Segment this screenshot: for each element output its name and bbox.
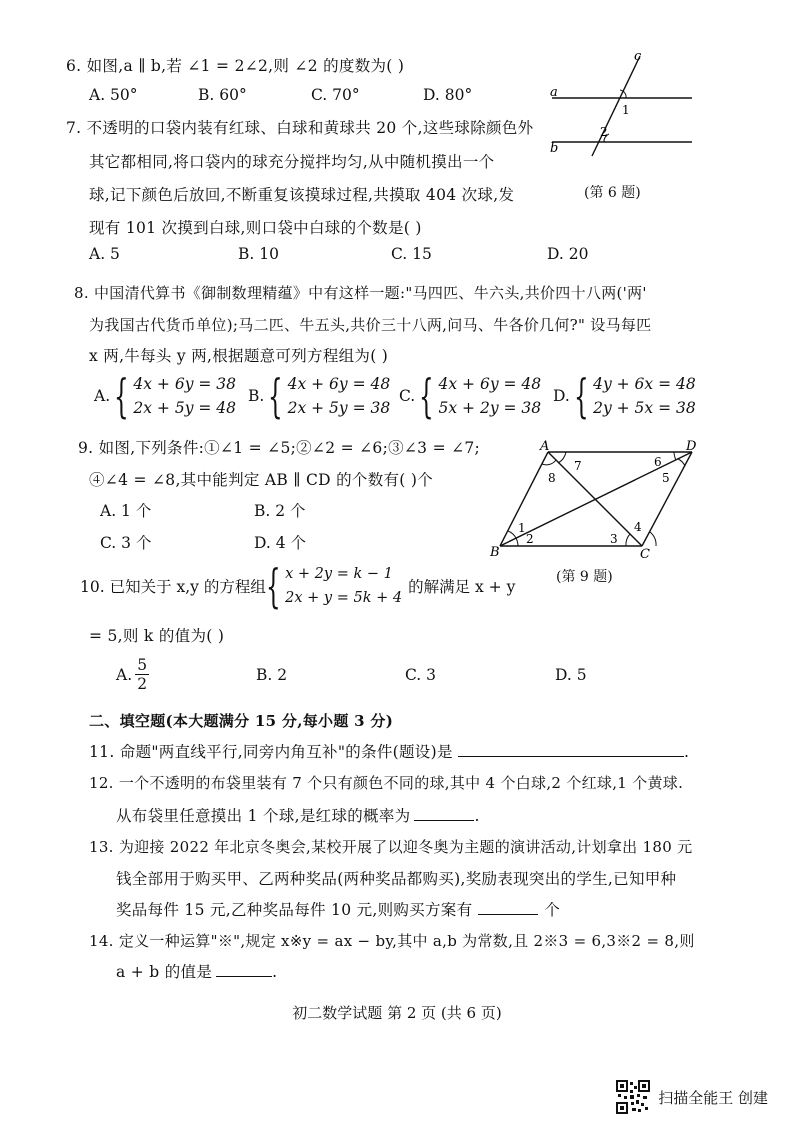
- q8-option-b: [248, 369, 391, 423]
- q9-figure: [486, 436, 706, 560]
- q8-line-2: 为我国古代货币单位);马二匹、牛五头,共价三十八两,问马、牛各价几何?" 设马每匹: [89, 316, 652, 334]
- page-footer: 初二数学试题 第 2 页 (共 6 页): [292, 1004, 502, 1022]
- q8-b-eq2: 2x + 5y = 38: [287, 399, 391, 417]
- qr-code-icon: [616, 1080, 650, 1114]
- q9-option-a: A. 1 个: [100, 502, 152, 520]
- label-a: a: [550, 85, 558, 100]
- q8-d-eq1: 4y + 6x = 48: [593, 375, 696, 393]
- q10-eq2: 2x + y = 5k + 4: [285, 590, 403, 606]
- q13-stem: 奖品每件 15 元,乙种奖品每件 10 元,则购买方案有: [116, 901, 473, 919]
- q8-line-1: 8. 中国清代算书《御制数理精蕴》中有这样一题:"马四匹、牛六头,共价四十八两('两': [74, 284, 647, 302]
- label-C: C: [640, 547, 650, 560]
- angle-6-arc: [674, 452, 676, 460]
- angle-3-arc: [626, 534, 630, 546]
- angle-5-arc: [678, 459, 685, 466]
- label-A: A: [540, 439, 550, 454]
- q10-option-d: D. 5: [555, 666, 587, 684]
- q8-option-c-label: C.: [399, 387, 416, 405]
- q8-d-eq2: 2y + 5x = 38: [593, 399, 696, 417]
- brace-icon: {: [419, 369, 434, 423]
- q12-line-2: 从布袋里任意摸出 1 个球,是红球的概率为 .: [116, 807, 480, 825]
- q8-option-d-label: D.: [553, 387, 570, 405]
- q8-a-eq1: 4x + 6y = 38: [133, 375, 237, 393]
- label-angle-7: 7: [574, 459, 582, 473]
- q7-line-4: 现有 101 次摸到白球,则口袋中白球的个数是( ): [89, 219, 422, 237]
- label-angle-2: 2: [600, 125, 608, 139]
- q6-option-b: B. 60°: [198, 86, 247, 104]
- q11-text: 11. 命题"两直线平行,同旁内角互补"的条件(题设)是 .: [89, 743, 690, 761]
- scanner-text: 扫描全能王 创建: [658, 1088, 768, 1107]
- label-c: c: [634, 50, 642, 64]
- q10-prefix: 10. 已知关于 x,y 的方程组: [80, 578, 266, 596]
- q9-figure-caption: (第 9 题): [556, 569, 613, 585]
- q10-option-a: [116, 656, 149, 693]
- fraction-denominator: 2: [137, 675, 148, 693]
- q13-answer-blank: [478, 900, 538, 915]
- q7-option-a: A. 5: [89, 245, 120, 263]
- section-2-heading: 二、填空题(本大题满分 15 分,每小题 3 分): [89, 712, 394, 730]
- label-angle-1: 1: [518, 521, 526, 535]
- q12-answer-blank: [414, 806, 474, 821]
- q13-line-3: [116, 898, 560, 920]
- q6-figure: [540, 50, 700, 160]
- q14-line-1: 14. 定义一种运算"※",规定 x※y = ax − by,其中 a,b 为常数,且 2※3 = 6,3※2 = 8,则: [89, 932, 695, 950]
- fraction-five-halves: [135, 656, 149, 693]
- label-angle-4: 4: [634, 520, 642, 534]
- q9-option-d: D. 4 个: [254, 534, 307, 552]
- label-B: B: [490, 545, 500, 560]
- q12-line-1: 12. 一个不透明的布袋里装有 7 个只有颜色不同的球,其中 4 个白球,2 个红球,1 个黄球.: [89, 774, 684, 792]
- q6-option-a: A. 50°: [89, 86, 138, 104]
- q7-option-b: B. 10: [238, 245, 279, 263]
- q8-c-eq2: 5x + 2y = 38: [438, 399, 542, 417]
- line-c: [592, 56, 640, 156]
- q14-stem: a + b 的值是: [116, 963, 213, 981]
- fraction-numerator: 5: [137, 656, 148, 674]
- q14-line-2: a + b 的值是 .: [116, 963, 278, 981]
- q6-figure-caption: (第 6 题): [584, 185, 641, 201]
- q9-option-b: B. 2 个: [254, 502, 306, 520]
- q9-option-c: C. 3 个: [100, 534, 152, 552]
- q11-answer-blank: [458, 742, 684, 757]
- q7-line-1: 7. 不透明的口袋内装有红球、白球和黄球共 20 个,这些球除颜色外: [66, 119, 534, 137]
- q7-option-d: D. 20: [547, 245, 589, 263]
- q10-eq1: x + 2y = k − 1: [285, 566, 393, 582]
- brace-icon: {: [268, 369, 283, 423]
- q10-option-a-label: A.: [116, 665, 133, 684]
- q13-line-1: 13. 为迎接 2022 年北京冬奥会,某校开展了以迎冬奥为主题的演讲活动,计划拿出 180 元: [89, 838, 693, 856]
- q10-stem: [80, 559, 516, 613]
- brace-icon: {: [265, 559, 281, 613]
- q8-b-eq1: 4x + 6y = 48: [287, 375, 391, 393]
- q8-option-a-label: A.: [94, 387, 111, 405]
- label-D: D: [686, 439, 697, 454]
- label-angle-6: 6: [654, 455, 662, 469]
- q10-option-b: B. 2: [256, 666, 288, 684]
- label-angle-8: 8: [548, 471, 556, 485]
- q8-a-eq2: 2x + 5y = 48: [133, 399, 237, 417]
- q8-c-eq1: 4x + 6y = 48: [438, 375, 542, 393]
- q14-answer-blank: [216, 962, 272, 977]
- angle-1-arc: [508, 531, 516, 538]
- angle-2-arc: [516, 538, 518, 546]
- angle-7-arc: [558, 452, 566, 463]
- q8-option-a: [94, 369, 237, 423]
- label-angle-1: 1: [622, 103, 630, 117]
- q7-line-3: 球,记下颜色后放回,不断重复该摸球过程,共摸取 404 次球,发: [89, 186, 515, 204]
- brace-icon: {: [573, 369, 589, 423]
- q8-line-3: x 两,牛每头 y 两,根据题意可列方程组为( ): [89, 347, 389, 365]
- q9-line-1: 9. 如图,下列条件:①∠1 = ∠5;②∠2 = ∠6;③∠3 = ∠7;: [78, 439, 481, 457]
- angle-4-arc: [650, 532, 656, 546]
- q6-option-c: C. 70°: [311, 86, 360, 104]
- q10-line-2: = 5,则 k 的值为( ): [89, 627, 225, 645]
- q7-option-c: C. 15: [391, 245, 432, 263]
- q9-line-2: ④∠4 = ∠8,其中能判定 AB ∥ CD 的个数有( )个: [89, 471, 434, 489]
- label-angle-5: 5: [662, 471, 670, 485]
- q10-suffix: 的解满足 x + y: [408, 578, 516, 596]
- q7-line-2: 其它都相同,将口袋内的球充分搅拌均匀,从中随机摸出一个: [89, 153, 495, 171]
- q8-option-b-label: B.: [248, 387, 265, 405]
- q13-unit: 个: [544, 901, 561, 919]
- label-b: b: [550, 141, 559, 156]
- brace-icon: {: [114, 369, 129, 423]
- q13-line-2: 钱全部用于购买甲、乙两种奖品(两种奖品都购买),奖励表现突出的学生,已知甲种: [116, 870, 677, 888]
- q6-stem: 6. 如图,a ∥ b,若 ∠1 = 2∠2,则 ∠2 的度数为( ): [66, 57, 405, 75]
- q8-option-c: [399, 369, 542, 423]
- q8-option-d: [553, 369, 696, 423]
- q11-stem: 11. 命题"两直线平行,同旁内角互补"的条件(题设)是: [89, 743, 453, 761]
- q12-stem: 从布袋里任意摸出 1 个球,是红球的概率为: [116, 807, 411, 825]
- scanner-watermark: [616, 1080, 768, 1114]
- label-angle-2: 2: [526, 532, 534, 546]
- q6-option-d: D. 80°: [423, 86, 473, 104]
- q10-option-c: C. 3: [405, 666, 437, 684]
- label-angle-3: 3: [610, 532, 618, 546]
